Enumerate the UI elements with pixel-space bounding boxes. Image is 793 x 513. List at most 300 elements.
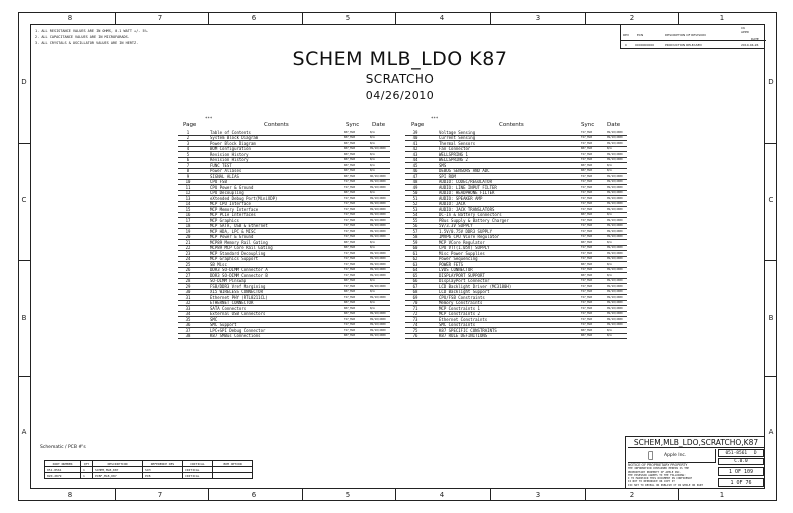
toc-page-number: 16	[185, 212, 191, 217]
toc-sync: T27_MLB	[344, 268, 355, 271]
toc-header-page: Page	[183, 122, 197, 128]
toc-date: 09/10/2009	[607, 180, 623, 183]
toc-sync: T27_MLB	[581, 268, 592, 271]
bom-header-cell: PART NUMBER	[45, 461, 81, 467]
toc-contents: SPI ROM	[439, 173, 456, 179]
toc-contents: MCP Standard Decoupling	[210, 250, 266, 256]
title-block-title: SCHEM,MLB_LDO,SCRATCHO,K87	[628, 438, 764, 448]
toc-sync: K87_MLB	[344, 169, 355, 172]
desc-col-label: DESCRIPTION OF REVISION	[665, 33, 706, 37]
toc-page-number: 41	[412, 140, 418, 146]
toc-date: 09/10/2009	[607, 141, 623, 145]
toc-page-number: 39	[412, 129, 418, 135]
toc-contents: MCP Power & Ground	[210, 234, 254, 239]
toc-rows	[178, 130, 390, 339]
zone-column-label: 6	[251, 14, 257, 22]
toc-date: 09/10/2009	[607, 158, 623, 161]
title-block	[625, 436, 765, 489]
toc-contents: Ethernet PHY (RTL8211CL)	[210, 294, 268, 300]
toc-sync: K87_MLB	[344, 147, 355, 150]
toc-date: 09/10/2009	[370, 323, 386, 326]
zone-divider	[765, 260, 777, 261]
toc-date: 09/10/2009	[607, 312, 623, 315]
toc-page-number: 30	[185, 289, 191, 294]
zone-divider	[585, 12, 586, 24]
notice-line: PROPRIETARY PROPERTY OF APPLE INC.	[628, 470, 682, 474]
bom-cell: 1	[81, 473, 93, 479]
bom-cell	[213, 473, 253, 479]
toc-sync: T27_MLB	[344, 262, 355, 266]
zone-row-label: C	[21, 196, 27, 204]
toc-page-number: 12	[185, 190, 191, 195]
toc-date: 09/10/2009	[607, 224, 623, 227]
toc-page-number: 29	[185, 283, 191, 289]
toc-date: N/A	[607, 328, 612, 332]
zone-divider	[678, 489, 679, 501]
toc-contents: AUDIO: HEADPHONE FILTER	[439, 190, 495, 195]
toc-sync: T27_MLB	[581, 246, 592, 249]
toc-date: 09/10/2009	[370, 257, 386, 260]
toc-contents: FUNC TEST	[210, 162, 232, 168]
toc-page-number: 21	[185, 239, 191, 245]
toc-contents: DisplayPort Connector	[439, 278, 490, 283]
notice-line: III NOT TO REVEAL OR PUBLISH IT IN WHOLE OR PART	[628, 483, 703, 487]
zone-column-label: 4	[439, 491, 445, 499]
toc-sync: T27_MLB	[581, 202, 592, 205]
toc-page-number: 44	[412, 157, 418, 162]
date-value: 2010-04-26	[741, 43, 759, 47]
toc-date: 09/10/2009	[607, 191, 623, 194]
toc-contents: External USB Connectors	[210, 311, 266, 316]
toc-page-number: 5	[186, 151, 190, 157]
toc-page-number: 74	[412, 322, 418, 327]
toc-page-number: 24	[185, 256, 191, 261]
note-line: 2. ALL CAPACITANCE VALUES ARE IN MICROFARADS.	[35, 35, 130, 39]
toc-date: N/A	[607, 334, 612, 337]
toc-sync: T27_MLB	[581, 284, 592, 288]
toc-date: 09/10/2009	[370, 273, 386, 277]
toc-contents: LCD Backlight Driver (MC3180H)	[439, 283, 512, 289]
bom-cell: CRITICAL	[183, 467, 213, 473]
toc-sync: T27_MLB	[581, 152, 592, 156]
toc-contents: 5V/3.3V SUPPLY	[439, 223, 473, 228]
zone-divider	[302, 489, 303, 501]
toc-contents: Memory Constraints	[439, 300, 483, 305]
toc-sync: T27_MLB	[581, 312, 592, 315]
toc-page-number: 17	[185, 217, 191, 223]
toc-header-contents: Contents	[499, 122, 524, 128]
sheet-count: 1 OF 76	[718, 478, 764, 487]
toc-contents: X15 WIRELESS CONNECTOR	[210, 289, 263, 294]
toc-page-number: 2	[186, 135, 190, 140]
toc-page-number: 32	[185, 300, 191, 305]
toc-date: N/A	[370, 169, 375, 172]
notice-line: II NOT TO REPRODUCE OR COPY IT	[628, 480, 675, 484]
toc-page-number: 62	[412, 256, 418, 261]
company-logo	[628, 449, 716, 463]
toc-contents: CPU/FSB Constraints	[439, 294, 485, 300]
drawing-revision: C.0.0	[718, 458, 764, 465]
toc-page-number: 50	[412, 190, 418, 195]
toc-sync: T27_MLB	[581, 251, 592, 255]
toc-sync: T27_MLB	[344, 185, 355, 189]
toc-page-number: 52	[412, 201, 418, 206]
toc-date: N/A	[607, 213, 612, 216]
toc-date: 09/10/2009	[370, 207, 386, 211]
toc-page-number: 35	[185, 316, 191, 322]
toc-header-sync: Sync	[581, 122, 595, 128]
general-notes	[35, 28, 255, 46]
toc-page-number: 65	[412, 272, 418, 278]
toc-date: N/A	[607, 273, 612, 277]
toc-date: 09/10/2009	[607, 257, 623, 260]
toc-date: N/A	[607, 147, 612, 150]
toc-sync: T27_MLB	[344, 295, 355, 299]
toc-page-number: 54	[412, 212, 418, 217]
toc-date: 09/10/2009	[370, 213, 386, 216]
toc-sync: K87_MLB	[344, 141, 355, 145]
toc-sync: K87_MLB	[344, 163, 355, 167]
toc-sync: T27_MLB	[581, 235, 592, 238]
toc-date: 09/10/2009	[370, 202, 386, 205]
toc-sync: T27_MLB	[581, 180, 592, 183]
toc-date: 09/10/2009	[607, 207, 623, 211]
toc-contents: MCP Graphics	[210, 217, 239, 223]
toc-date: 09/10/2009	[370, 284, 386, 288]
toc-sync: T27_MLB	[581, 174, 592, 178]
toc-sync: K87_MLB	[581, 163, 592, 167]
toc-header-date: Date	[372, 122, 386, 128]
toc-sync: T27_MLB	[581, 207, 592, 211]
toc-date: 09/10/2009	[607, 130, 623, 134]
toc-date: N/A	[607, 163, 612, 167]
toc-date: 09/10/2009	[607, 284, 623, 288]
toc-contents: MCP CPU Interface	[210, 201, 251, 206]
drawing-number-value: 051-8561	[725, 451, 748, 456]
toc-contents: 1.5V/0.75V DDR3 SUPPLY	[439, 228, 492, 234]
toc-contents: AUDIO: JACK TRANSLATORS	[439, 206, 495, 212]
zone-column-label: 1	[719, 491, 725, 499]
page-count: 1 OF 109	[718, 467, 764, 476]
toc-page-number: 60	[412, 245, 418, 250]
toc-contents: Ethernet Constraints	[439, 316, 488, 322]
toc-sync: T27_MLB	[344, 273, 355, 277]
toc-sync: K87_MLB	[344, 174, 355, 178]
drawing-number	[718, 449, 764, 457]
toc-contents: AUDIO: LINE INPUT FILTER	[439, 184, 497, 190]
bom-header-cell: QTY	[81, 461, 93, 467]
toc-page-number: 45	[412, 162, 418, 168]
toc-contents: MCP VCore Regulator	[439, 239, 485, 245]
toc-contents: System Block Diagram	[210, 135, 259, 140]
toc-sync: T27_MLB	[344, 328, 355, 332]
toc-page-number: 73	[412, 316, 418, 322]
toc-contents: SMC	[210, 316, 218, 322]
schematic-subtitle: SCRATCHO	[365, 72, 435, 86]
bom-table	[44, 460, 253, 479]
toc-date: 09/10/2009	[370, 235, 386, 238]
toc-contents: SO-DIMM Pinswap	[210, 278, 247, 283]
toc-page-number: 14	[185, 201, 191, 206]
toc-date: 09/10/2009	[370, 180, 386, 183]
toc-sync: T27_MLB	[581, 130, 592, 134]
zone-row-label: C	[768, 196, 774, 204]
toc-contents: MCP Constraints 2	[439, 311, 480, 316]
zone-divider	[395, 12, 396, 24]
toc-contents: Power Aliases	[210, 168, 242, 173]
toc-contents: Voltage Sensing	[439, 129, 476, 135]
zone-divider	[18, 376, 30, 377]
toc-page-number: 46	[412, 168, 418, 173]
toc-contents: WELLSPRING 1	[439, 151, 468, 157]
toc-page-number: 68	[412, 289, 418, 294]
toc-header-date: Date	[607, 122, 621, 128]
toc-sync: T27_MLB	[581, 306, 592, 310]
toc-page-number: 59	[412, 239, 418, 245]
toc-page-number: 1	[186, 129, 190, 135]
toc-sync: T27_MLB	[581, 224, 592, 227]
toc-sync: K87_MLB	[344, 306, 355, 310]
zone-divider	[115, 12, 116, 24]
bom-header-cell: DESCRIPTION	[93, 461, 143, 467]
toc-date: 09/10/2009	[607, 202, 623, 205]
toc-date: N/A	[370, 163, 375, 167]
toc-sync: T27_MLB	[581, 290, 592, 293]
toc-page-number: 64	[412, 267, 418, 272]
toc-date: N/A	[370, 246, 375, 249]
toc-date: 09/10/2009	[607, 295, 623, 299]
toc-date: 09/10/2009	[370, 251, 386, 255]
toc-page-number: 13	[185, 195, 191, 201]
toc-page-number: 4	[186, 146, 190, 151]
toc-page-number: 48	[412, 179, 418, 184]
toc-sync: T27_MLB	[344, 207, 355, 211]
zone-column-label: 5	[345, 14, 351, 22]
toc-contents: DC-In & Battery Connectors	[439, 212, 502, 217]
toc-date: N/A	[607, 240, 612, 244]
toc-page-number: 37	[185, 327, 191, 333]
toc-date: 09/10/2009	[370, 312, 386, 315]
toc-sync: T27_MLB	[344, 229, 355, 233]
toc-contents: MCP SATA, USB & Ethernet	[210, 223, 268, 228]
toc-sync: T27_MLB	[344, 202, 355, 205]
toc-sync: T27_MLB	[344, 257, 355, 260]
toc-page-number: 69	[412, 294, 418, 300]
notice-line: THE POSESSOR AGREES TO THE FOLLOWING:	[628, 473, 686, 477]
zone-row-label: D	[21, 78, 27, 86]
revision-block	[620, 24, 765, 49]
toc-contents: BOM Configuration	[210, 146, 251, 151]
toc-date: 09/10/2009	[607, 268, 623, 271]
toc-page-number: 9	[186, 173, 190, 179]
toc-sync: T27_MLB	[581, 191, 592, 194]
toc-sync: T27_MLB	[344, 180, 355, 183]
date-col-label: DATE	[751, 37, 759, 41]
toc-row	[178, 334, 390, 340]
toc-sync: T27_MLB	[581, 317, 592, 321]
zone-row-label: A	[21, 428, 27, 436]
toc-sync: K87_MLB	[581, 334, 592, 337]
toc-page-number: 10	[185, 179, 191, 184]
toc-date: 09/10/2009	[607, 185, 623, 189]
toc-sync: T27_MLB	[344, 224, 355, 227]
toc-date: 09/10/2009	[607, 218, 623, 222]
toc-contents: CPU Decoupling	[210, 190, 244, 195]
toc-sync: T27_MLB	[581, 295, 592, 299]
toc-page-number: 66	[412, 278, 418, 283]
toc-contents: IMVP6 CPU VCore Regulator	[439, 234, 500, 239]
toc-date: N/A	[370, 191, 375, 194]
toc-date: 09/10/2009	[607, 246, 623, 249]
toc-page-number: 63	[412, 261, 418, 267]
toc-page-number: 55	[412, 217, 418, 223]
toc-sync: K87_MLB	[344, 152, 355, 156]
zone-divider	[585, 489, 586, 501]
toc-contents: eXtended Debug Port(MiniXDP)	[210, 195, 278, 201]
toc-page-number: 71	[412, 305, 418, 311]
toc-page-number: 70	[412, 300, 418, 305]
toc-date: N/A	[370, 141, 375, 145]
toc-contents: MCP89 MCP Core Rail Gating	[210, 245, 273, 250]
toc-date: 09/10/2009	[607, 235, 623, 238]
toc-page-number: 22	[185, 245, 191, 250]
toc-date: N/A	[370, 301, 375, 304]
toc-date: 09/10/2009	[607, 290, 623, 293]
rev-value: C	[625, 43, 628, 47]
toc-contents: Revision History	[210, 151, 249, 157]
toc-page-number: 47	[412, 173, 418, 179]
toc-date: 09/10/2009	[607, 251, 623, 255]
toc-contents: POWER FETS	[439, 261, 464, 267]
toc-page-number: 58	[412, 234, 418, 239]
company-name: Apple Inc.	[664, 453, 687, 458]
toc-contents: Thermal Sensors	[439, 140, 476, 146]
toc-date: 09/10/2009	[370, 262, 386, 266]
zone-column-label: 2	[629, 491, 635, 499]
notice-line: I TO MAINTAIN THIS DOCUMENT IN CONFIDENCE	[628, 477, 693, 481]
zone-row-label: A	[768, 428, 774, 436]
drawing-size: D	[753, 451, 757, 456]
toc-page-number: 20	[185, 234, 191, 239]
apple-logo-icon	[648, 451, 653, 461]
toc-contents: CPU Power & Ground	[210, 184, 254, 190]
toc-date: N/A	[370, 279, 375, 282]
zone-row-label: B	[21, 314, 27, 322]
toc-sync: T27_MLB	[344, 235, 355, 238]
toc-contents: K87 RULE DEFINITIONS	[439, 333, 488, 338]
proprietary-notice	[628, 464, 716, 487]
toc-marker: ***	[431, 116, 439, 121]
toc-contents: DDR3 SO-DIMM Connector B	[210, 272, 268, 278]
toc-contents: SATA Connectors	[210, 305, 247, 311]
toc-date: 09/10/2009	[607, 279, 623, 282]
note-line: 3. ALL CRYSTALS & OSCILLATOR VALUES ARE IN HERTZ.	[35, 41, 139, 45]
schematic-title: SCHEM MLB_LDO K87	[292, 48, 508, 70]
bom-header-cell: REFERENCE DES	[143, 461, 183, 467]
toc-page-number: 18	[185, 223, 191, 228]
bom-row	[45, 473, 253, 479]
toc-date: 09/10/2009	[370, 218, 386, 222]
toc-sync: K87_MLB	[344, 240, 355, 244]
toc-sync: T27_MLB	[344, 213, 355, 216]
toc-page-number: 27	[185, 272, 191, 278]
toc-date: 09/10/2009	[370, 185, 386, 189]
zone-divider	[115, 489, 116, 501]
toc-date: 09/10/2009	[607, 301, 623, 304]
zone-divider	[208, 489, 209, 501]
toc-date: 09/10/2009	[370, 317, 386, 321]
toc-page-number: 25	[185, 261, 191, 267]
toc-page-number: 61	[412, 250, 418, 256]
toc-date: 09/10/2009	[607, 152, 623, 156]
toc-page-number: 34	[185, 311, 191, 316]
toc-sync: K87_MLB	[344, 312, 355, 315]
toc-contents: Revision History	[210, 157, 249, 162]
toc-contents: CPU VTT(1.05V) SUPPLY	[439, 245, 490, 250]
toc-contents: ETHERNET CONNECTOR	[210, 300, 254, 305]
ecn-value: 0000000000	[635, 43, 655, 47]
zone-column-label: 7	[157, 491, 163, 499]
toc-sync: T27_MLB	[581, 158, 592, 161]
toc-header-sync: Sync	[346, 122, 360, 128]
ecn-col-label: ECN	[637, 33, 644, 37]
zone-divider	[18, 143, 30, 144]
zone-column-label: 2	[629, 14, 635, 22]
toc-page-number: 8	[186, 168, 190, 173]
toc-contents: Power Sequencing	[439, 256, 478, 261]
toc-date: N/A	[607, 169, 612, 172]
toc-contents: MCP Graphics Support	[210, 256, 259, 261]
toc-contents: SB Misc	[210, 261, 227, 267]
toc-date: N/A	[370, 240, 375, 244]
toc-row	[405, 334, 627, 340]
toc-page-number: 3	[186, 140, 190, 146]
toc-sync: T27_MLB	[344, 317, 355, 321]
toc-date: 09/10/2009	[370, 196, 386, 200]
toc-page-number: 7	[186, 162, 190, 168]
toc-contents: LPC+SPI Debug Connector	[210, 327, 266, 333]
toc-sync: K87_MLB	[344, 279, 355, 282]
zone-divider	[18, 260, 30, 261]
toc-contents: MCP PCIe Interfaces	[210, 212, 256, 217]
toc-page-number: 40	[412, 135, 418, 140]
toc-sync: K87_MLB	[581, 147, 592, 150]
toc-contents: LVDS CONNECTOR	[439, 267, 473, 272]
toc-contents: MCP Constraints 1	[439, 305, 480, 311]
toc-contents: AUDIO: SPEAKER AMP	[439, 195, 483, 201]
toc-sync: K87_MLB	[581, 273, 592, 277]
appd-label: APPD	[741, 30, 749, 34]
zone-row-label: D	[768, 78, 774, 86]
toc-date: 09/10/2009	[370, 334, 386, 337]
toc-page-number: 76	[412, 333, 418, 338]
ck-label: CK	[741, 26, 746, 30]
toc-header-page: Page	[411, 122, 425, 128]
desc-value: PRODUCTION RELEASED	[665, 43, 702, 47]
toc-date: 06/16/2009	[370, 174, 386, 178]
toc-sync: K87_MLB	[581, 213, 592, 216]
toc-contents: PBus Supply & Battery Charger	[439, 217, 509, 223]
bom-cell: SCHEM,MLB,K87	[93, 467, 143, 473]
toc-date: N/A	[370, 136, 375, 139]
zone-column-label: 6	[251, 491, 257, 499]
toc-sync: K87_MLB	[344, 136, 355, 139]
toc-sync: K87_MLB	[344, 130, 355, 134]
toc-sync: T27_MLB	[581, 301, 592, 304]
toc-sync: T27_MLB	[581, 196, 592, 200]
toc-contents: Misc Power Supplies	[439, 250, 485, 256]
toc-page-number: 38	[185, 333, 191, 338]
